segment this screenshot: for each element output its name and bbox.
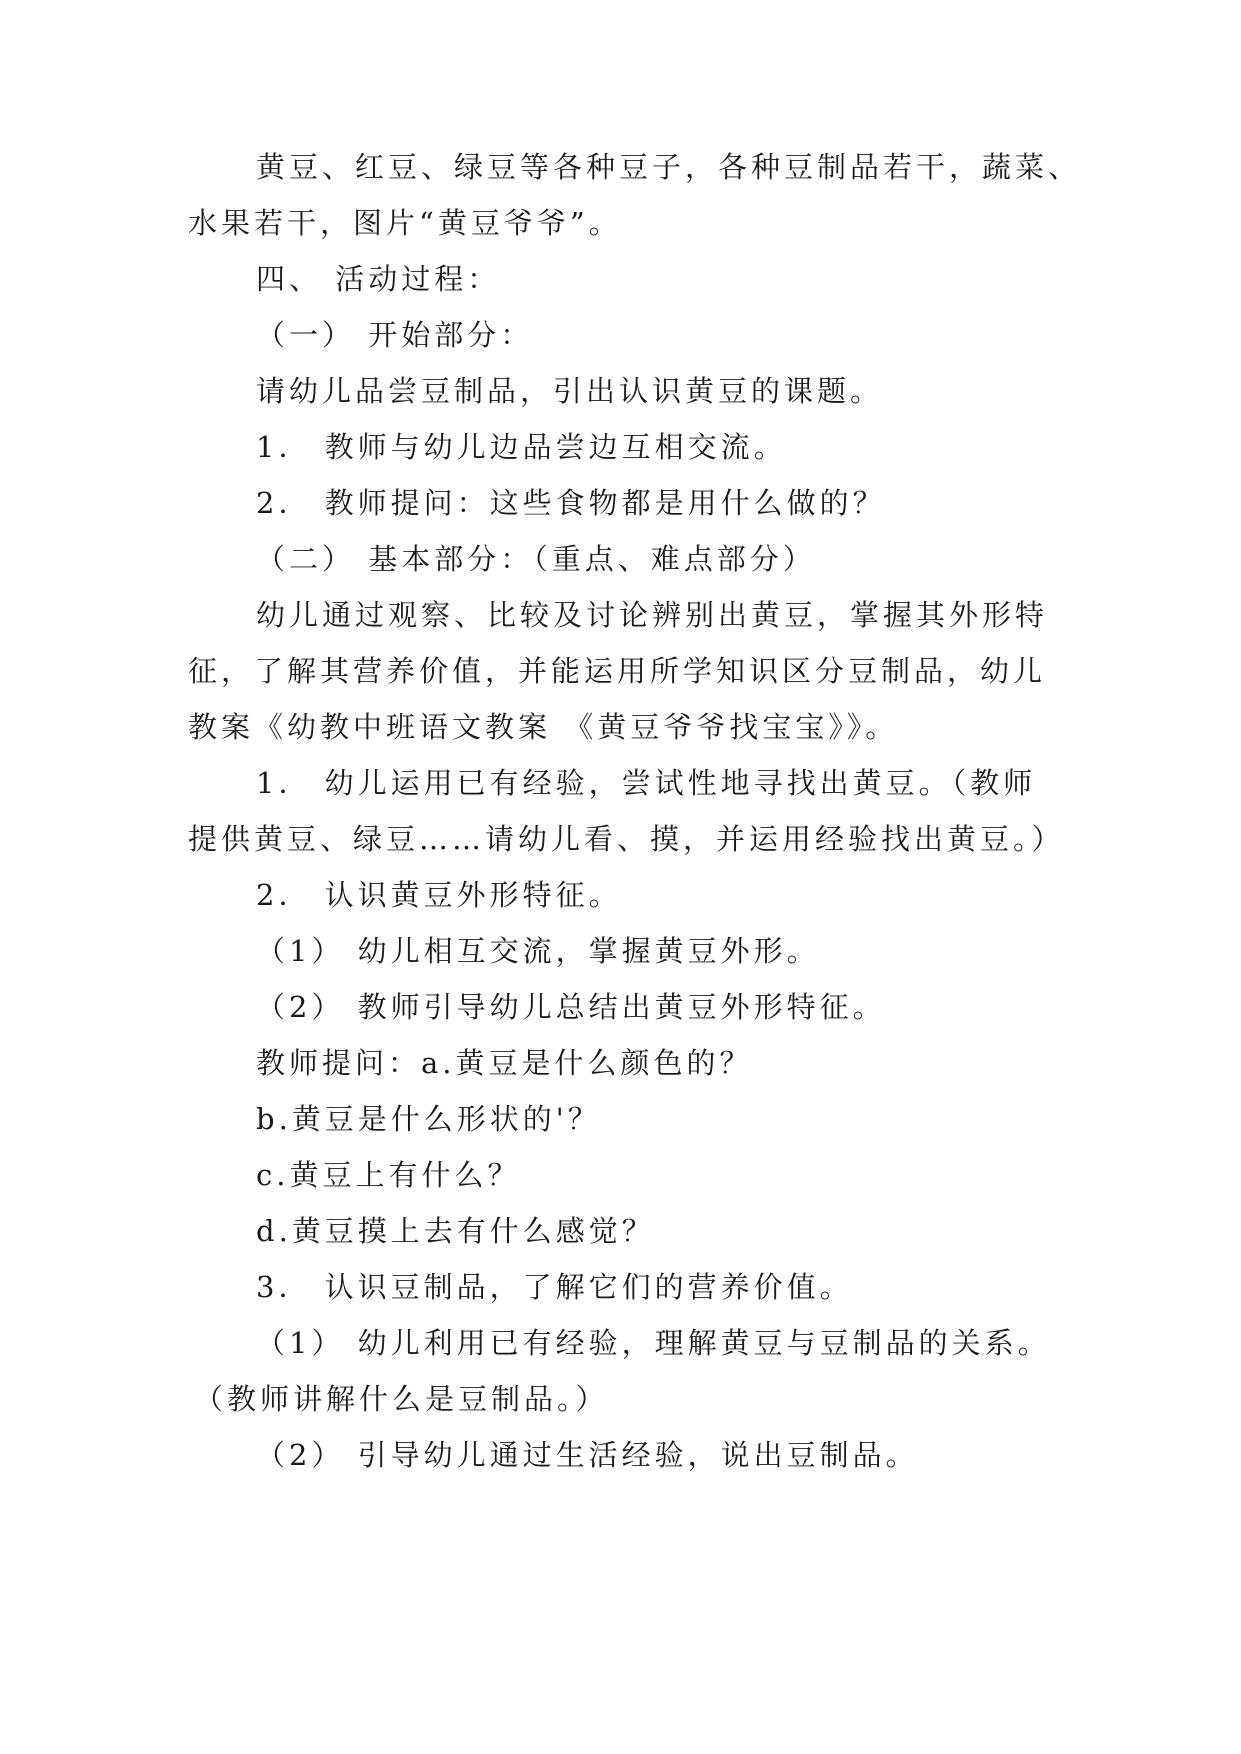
paragraph-line: （教师讲解什么是豆制品。） (194, 1382, 609, 1416)
question-line: c.黄豆上有什么？ (256, 1158, 521, 1192)
paragraph-line: 教案《幼教中班语文教案 《黄豆爷爷找宝宝》》。 (188, 710, 899, 744)
question-line: b.黄豆是什么形状的'？ (256, 1102, 601, 1136)
paragraph-line: 请幼儿品尝豆制品，引出认识黄豆的课题。 (256, 374, 884, 408)
list-item: 2． 认识黄豆外形特征。 (256, 878, 622, 912)
paragraph-line: 提供黄豆、绿豆……请幼儿看、摸，并运用经验找出黄豆。） (188, 822, 1065, 856)
subsection-heading: （二） 基本部分：（重点、难点部分） (256, 542, 816, 576)
list-item: （1） 幼儿相互交流，掌握黄豆外形。 (256, 934, 820, 968)
list-item: 1． 幼儿运用已有经验，尝试性地寻找出黄豆。（教师 (256, 766, 1037, 800)
paragraph-line: 水果若干，图片“黄豆爷爷”。 (188, 206, 622, 240)
list-item: 3． 认识豆制品，了解它们的营养价值。 (256, 1270, 853, 1304)
section-heading: 四、 活动过程： (256, 262, 501, 296)
list-item: 1． 教师与幼儿边品尝边互相交流。 (256, 430, 787, 464)
paragraph-line: 征，了解其营养价值，并能运用所学知识区分豆制品，幼儿 (188, 654, 1047, 688)
paragraph-line: 幼儿通过观察、比较及讨论辨别出黄豆，掌握其外形特 (256, 598, 1049, 632)
list-item: （1） 幼儿利用已有经验，理解黄豆与豆制品的关系。 (256, 1326, 1051, 1360)
paragraph-line: 黄豆、红豆、绿豆等各种豆子，各种豆制品若干，蔬菜、 (256, 150, 1082, 184)
list-item: （2） 教师引导幼儿总结出黄豆外形特征。 (256, 990, 886, 1024)
list-item: 2． 教师提问：这些食物都是用什么做的？ (256, 486, 886, 520)
question-line: 教师提问：a.黄豆是什么颜色的？ (256, 1046, 753, 1080)
subsection-heading: （一） 开始部分： (256, 318, 534, 352)
question-line: d.黄豆摸上去有什么感觉？ (256, 1214, 655, 1248)
list-item: （2） 引导幼儿通过生活经验，说出豆制品。 (256, 1438, 919, 1472)
